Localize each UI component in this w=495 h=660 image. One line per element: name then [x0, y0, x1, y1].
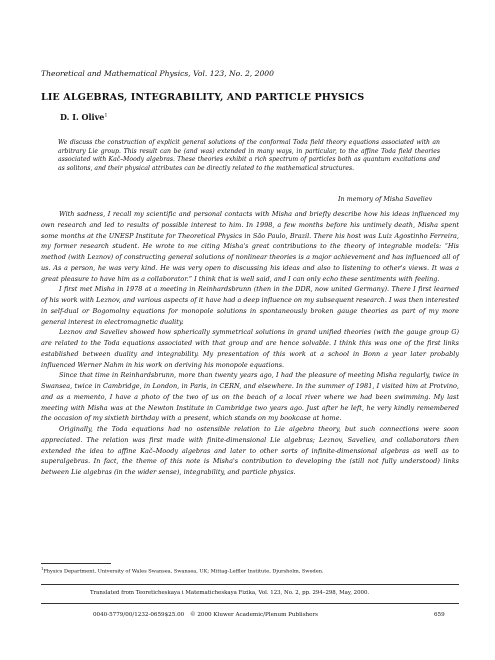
journal-header: Theoretical and Mathematical Physics, Vol. 123, No. 2, 2000 [41, 69, 274, 78]
footnote-divider [41, 563, 111, 564]
translation-note: Translated from Teoreticheskaya i Matematicheskaya Fizika, Vol. 123, No. 2, pp. 294–298, May, 2000. [90, 590, 370, 596]
body-paragraph: Leznov and Saveliev showed how spherically symmetrical solutions in grand unified theories (with the gauge group G) are related to the Toda equations associated with that group and are hence solvable. I think this was one of the first links established between duality and integrability. My presentation of this work at a school in Bonn a year later probably influenced Werner Nahm in his work on deriving his monopole equations. [41, 328, 459, 369]
body-paragraph: Originally, the Toda equations had no ostensible relation to Lie algebra theory, but such connections were soon appreciated. The relation was first made with finite-dimensional Lie algebras; Leznov, Saveliev, and collaborators then extended the idea to affine Kač–Moody algebras and later to other sorts of infinite-dimensional algebras as well as to superalgebras. In fact, the theme of this note is Misha's contribution to developing the (still not fully understood) links between Lie algebras (in the wider sense), integrability, and particle physics. [41, 425, 459, 476]
copyright-notice: © 2000 Kluwer Academic/Plenum Publishers [190, 612, 319, 618]
article-title: LIE ALGEBRAS, INTEGRABILITY, AND PARTICLE PHYSICS [41, 92, 365, 103]
article-body [41, 209, 459, 478]
author-footnote-mark[interactable]: 1 [104, 112, 108, 119]
author-name: D. I. Olive [60, 112, 105, 122]
footnote-text: Physics Department, University of Wales Swansea, Swansea, UK; Mittag-Leffler Institute, Djursholm, Sweden. [43, 568, 324, 575]
footnote [41, 566, 461, 575]
issn-code: 0040-5779/00/1232-0659$25.00 [93, 612, 185, 618]
publication-footer [0, 612, 495, 622]
dedication: In memory of Misha Saveliev [338, 195, 433, 203]
body-paragraph: I first met Misha in 1978 at a meeting in Reinhardsbrunn (then in the DDR, now united Germany). There I first learned of his work with Leznov, and various aspects of it have had a deep influence on my subsequent research. I was then interested in self-dual or Bogomolny equations for monopole solutions in spontaneously broken gauge theories as part of my more general interest in electromagnetic duality. [41, 285, 459, 326]
author-line [60, 112, 108, 122]
body-paragraph: Since that time in Reinhardsbrunn, more than twenty years ago, I had the pleasure of meeting Misha regularly, twice in Swansea, twice in Cambridge, in London, in Paris, in CERN, and elsewhere. In the summer of 1981, I visited him at Protvino, and as a memento, I have a photo of the two of us on the beach of a local river where we had been swimming. My last meeting with Misha was at the Newton Institute in Cambridge two years ago. Just after he left, he very kindly remembered the occasion of my sixtieth birthday with a present, which stands on my bookcase at home. [41, 371, 459, 423]
abstract: We discuss the construction of explicit general solutions of the conformal Toda field theory equations associated with an arbitrary Lie group. This result can be (and was) extended in many ways, in particular, to the affine Toda field theories associated with Kač–Moody algebras. These theories exhibit a rich spectrum of particles both as quantum excitations and as solitons, and their physical attributes can be directly related to the mathematical structures. [58, 139, 440, 173]
footer-divider-top [41, 584, 459, 585]
body-paragraph: With sadness, I recall my scientific and personal contacts with Misha and briefly describe how his ideas influenced my own research and led to results of possible interest to him. In 1998, a few months before his untimely death, Misha spent some months at the UNESP Institute for Theoretical Physics in São Paulo, Brazil. There his host was Luiz Agostinho Ferreira, my former research student. He wrote to me citing Misha's great contributions to the theory of integrable models: “His method (with Leznov) of constructing general solutions of nonlinear theories is a major achievement and has influenced all of us. As a person, he was very kind. He was very open to discussing his ideas and also to listening to other's views. It was a great pleasure to have him as a collaborator.” I think that is well said, and I can only echo these sentiments with feeling. [41, 210, 459, 283]
footnote-mark: 1 [41, 566, 44, 571]
page-number: 659 [434, 612, 445, 618]
footer-divider-bottom [41, 603, 459, 604]
